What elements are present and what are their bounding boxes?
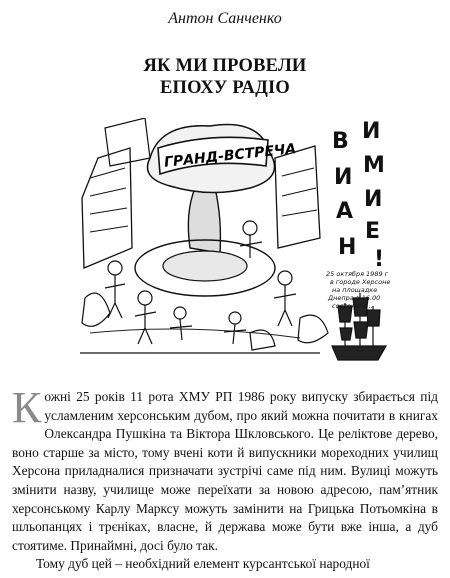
side-letter-3: А bbox=[336, 199, 354, 224]
chapter-title bbox=[0, 55, 450, 99]
side-letter-2: И bbox=[334, 165, 353, 190]
cartoon-drawing bbox=[70, 118, 390, 368]
side-letter-7: И bbox=[364, 187, 383, 212]
side-letter-6: М bbox=[363, 153, 385, 178]
svg-text:на площадке: на площадке bbox=[332, 286, 378, 294]
article-body bbox=[12, 383, 438, 574]
side-letter-8: Е bbox=[365, 219, 381, 244]
side-letter-4: Н bbox=[338, 235, 357, 260]
svg-text:в городе Херсоне: в городе Херсоне bbox=[330, 278, 390, 286]
author-name: Антон Санченко bbox=[168, 10, 282, 27]
title-line-2: ЕПОХУ РАДІО bbox=[159, 78, 291, 98]
side-letter-5: И bbox=[362, 119, 381, 144]
drop-cap: К bbox=[12, 383, 42, 432]
side-letter-1: В bbox=[332, 129, 349, 154]
paragraph-1 bbox=[12, 383, 438, 555]
handwritten-note bbox=[326, 270, 390, 310]
side-letter-9: ! bbox=[374, 247, 385, 272]
cartoon-illustration bbox=[70, 118, 390, 368]
banner-text: ГРАНД-ВСТРЕЧА bbox=[163, 141, 297, 171]
svg-text:состоится...: состоится... bbox=[332, 302, 373, 310]
title-line-1: ЯК МИ ПРОВЕЛИ bbox=[143, 56, 307, 76]
paragraph-2: Тому дуб цей – необхідний елемент курсантської народної bbox=[36, 556, 370, 572]
svg-text:25 октября 1989 г: 25 октября 1989 г bbox=[326, 270, 389, 278]
building-right bbox=[275, 146, 320, 248]
oak-trunk bbox=[188, 188, 220, 253]
paragraph-1-text: ожні 25 років 11 рота ХМУ РП 1986 року випуску збирається під усламленим херсонським дубом, про який можна почитати в книгах Олександра Пушкіна та Віктора Шкловського. Це реліктове дерево, воно старше за місто, тому вчені коти й випускники мореходних училищ Херсона приладналися призначати зустрічі саме під ним. Вулиці можуть змінити назву, училище може переїхати за новою адресою, пам’ятник херсонському Карлу Марксу можуть замінити на Грицька Потьомкіна в шльопанцях і трєніках, власне, й держава може бути вже інша, а дуб стоятиме. Принаймні, досі було так. bbox=[12, 389, 438, 553]
svg-text:Днепра в 16.00: Днепра в 16.00 bbox=[328, 294, 381, 302]
